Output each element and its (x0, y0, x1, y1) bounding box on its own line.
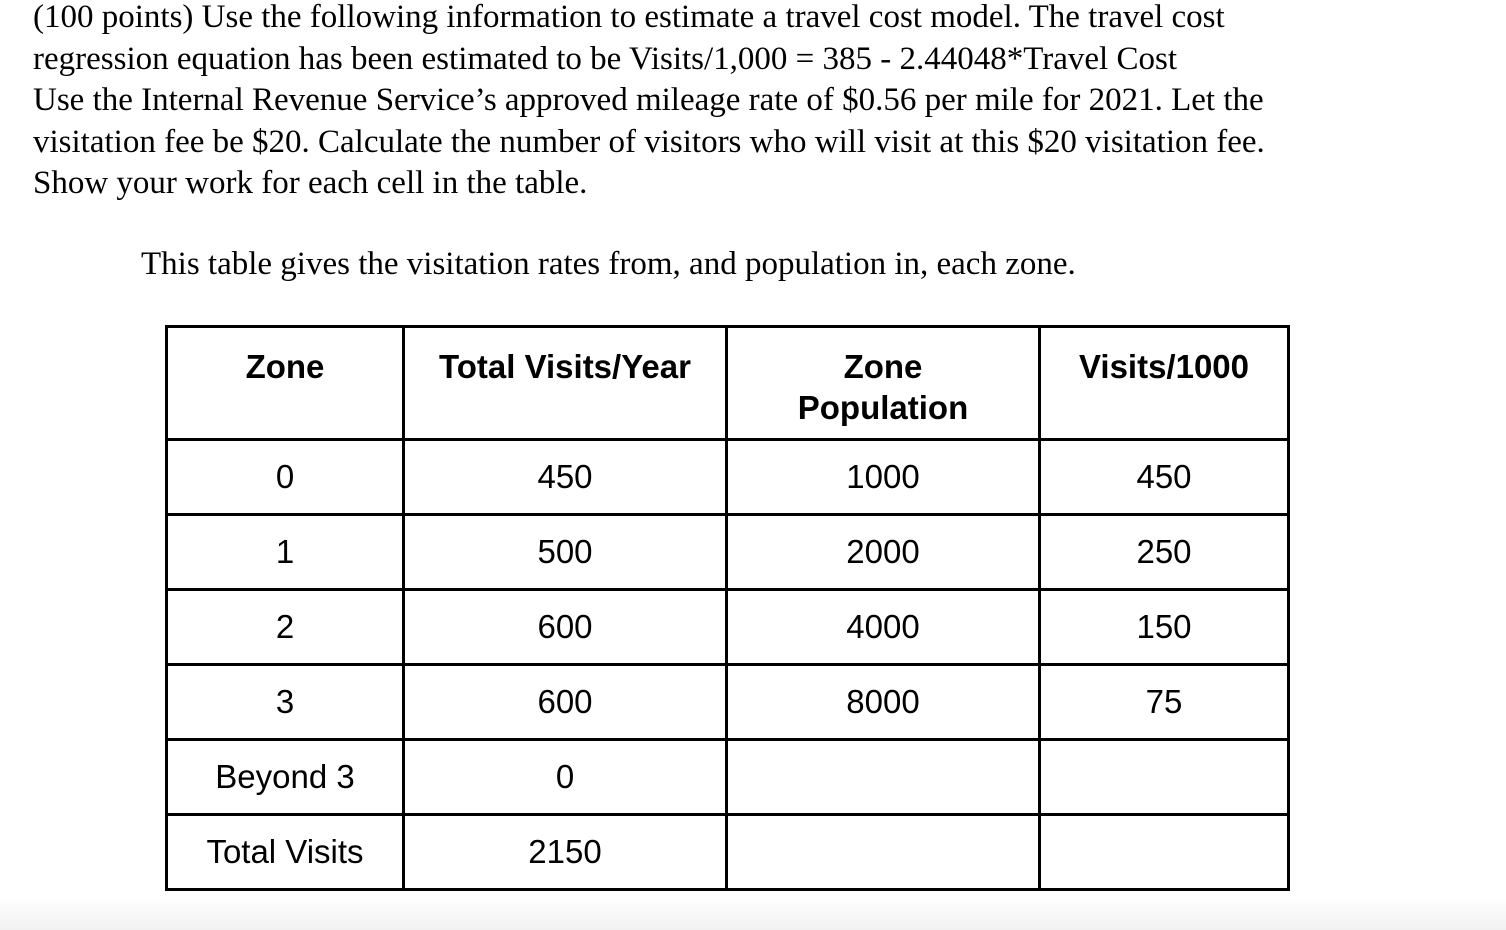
table-row (167, 665, 1289, 740)
cell-visits-per-1000: 450 (1040, 440, 1289, 515)
header-total-visits-year: Total Visits/Year (404, 327, 727, 440)
cell-total-visits: 500 (404, 515, 727, 590)
cell-population: 2000 (727, 515, 1040, 590)
cell-visits-per-1000: 150 (1040, 590, 1289, 665)
problem-line: Show your work for each cell in the table. (33, 165, 588, 201)
cell-population (727, 815, 1040, 890)
cell-zone: 2 (167, 590, 404, 665)
problem-line: Use the Internal Revenue Service’s approved mileage rate of $0.56 per mile for 2021. Let the (33, 82, 1264, 118)
table-row (167, 740, 1289, 815)
cell-population: 8000 (727, 665, 1040, 740)
problem-line: (100 points) Use the following information to estimate a travel cost model. The travel cost (33, 0, 1225, 35)
cell-visits-per-1000: 250 (1040, 515, 1289, 590)
table-intro: This table gives the visitation rates from, and population in, each zone. (141, 246, 1076, 282)
cell-total-visits: 600 (404, 590, 727, 665)
cell-visits-per-1000 (1040, 815, 1289, 890)
cell-zone: Beyond 3 (167, 740, 404, 815)
cell-total-visits: 0 (404, 740, 727, 815)
cell-zone: 0 (167, 440, 404, 515)
table-header-row (167, 327, 1289, 440)
zone-visitation-table (165, 325, 1290, 891)
problem-statement (33, 0, 1493, 205)
cell-total-visits: 2150 (404, 815, 727, 890)
table-row (167, 590, 1289, 665)
header-visits-per-1000: Visits/1000 (1040, 327, 1289, 440)
problem-line: regression equation has been estimated to be Visits/1,000 = 385 - 2.44048*Travel Cost (33, 40, 1177, 77)
header-zone: Zone (167, 327, 404, 440)
cell-visits-per-1000: 75 (1040, 665, 1289, 740)
cell-zone: Total Visits (167, 815, 404, 890)
cell-zone: 1 (167, 515, 404, 590)
bottom-shadow (0, 898, 1506, 930)
cell-zone: 3 (167, 665, 404, 740)
cell-total-visits: 450 (404, 440, 727, 515)
table-row (167, 440, 1289, 515)
cell-population: 4000 (727, 590, 1040, 665)
cell-total-visits: 600 (404, 665, 727, 740)
problem-line: visitation fee be $20. Calculate the number of visitors who will visit at this $20 visitation fee. (33, 123, 1265, 160)
table-row (167, 515, 1289, 590)
cell-visits-per-1000 (1040, 740, 1289, 815)
cell-population (727, 740, 1040, 815)
header-zone-population: Zone Population (727, 327, 1040, 440)
cell-population: 1000 (727, 440, 1040, 515)
table-row (167, 815, 1289, 890)
